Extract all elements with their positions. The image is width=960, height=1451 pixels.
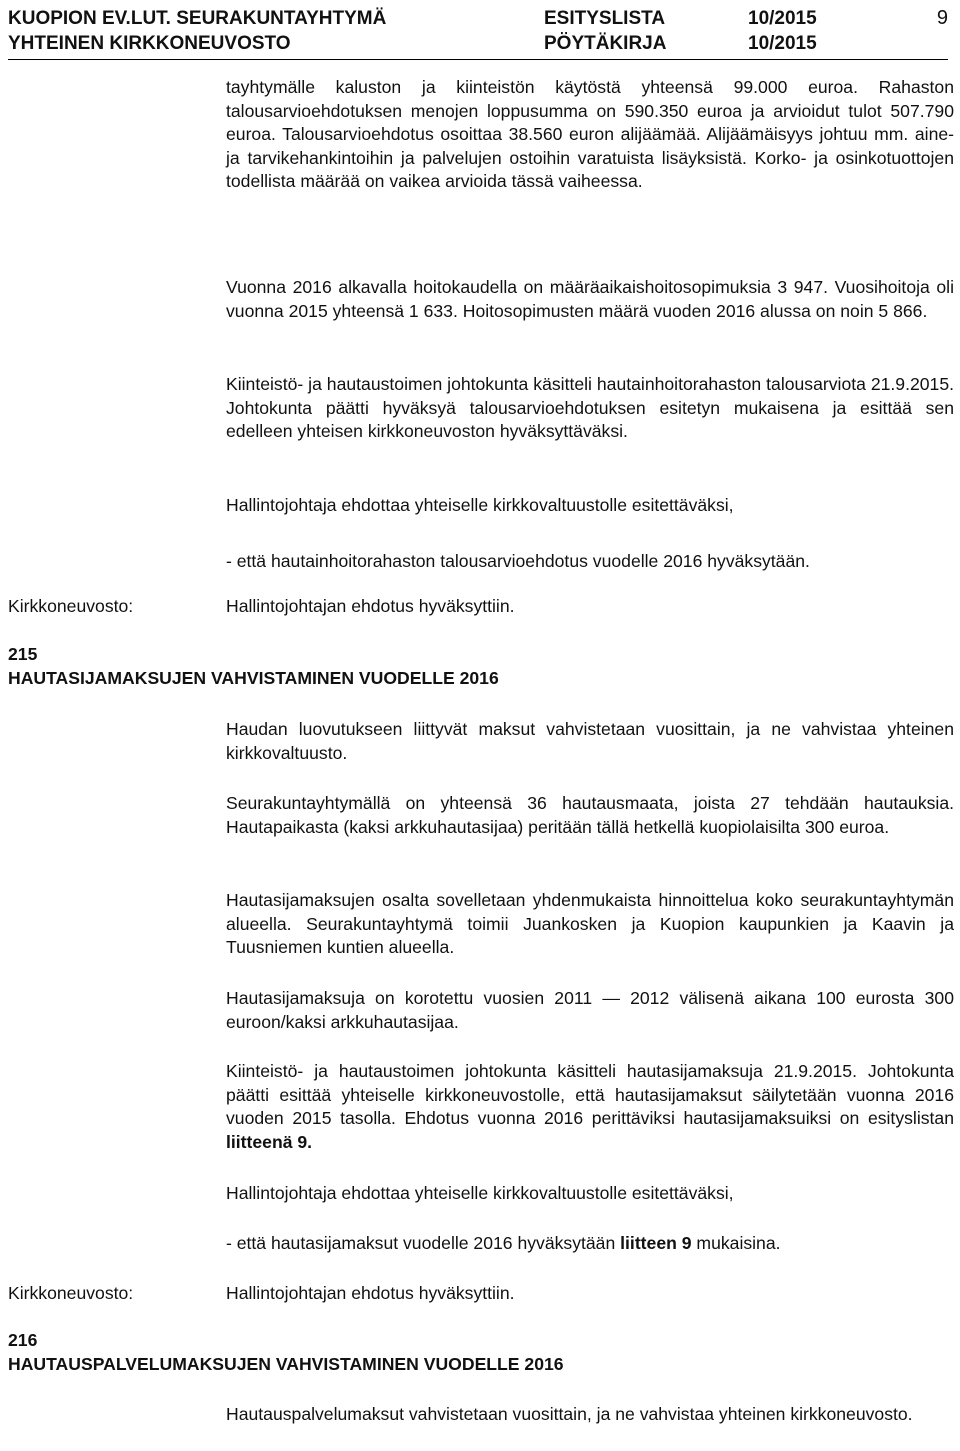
doc-type-minutes: PÖYTÄKIRJA: [544, 33, 667, 54]
paragraph-budget: tayhtymälle kaluston ja kiinteistön käytöstä yhteensä 99.000 euroa. Rahaston talousarvioehdotuksen menojen loppusumma on 590.350 euroa ja arvioidut tulot 507.790 euroa. Talousarvioehdotus osoittaa 38.560 euron alijäämää. Alijäämäisyys johtuu mm. aine- ja tarvikehankintoihin ja palvelujen ostoihin varatuista lisäyksistä. Korko- ja osinkotuottojen todellista määrää on vaikea arvioida tässä vaiheessa.: [226, 77, 954, 192]
decision-text-2: Hallintojohtajan ehdotus hyväksyttiin.: [226, 1283, 515, 1303]
proposal-item-1: - että hautainhoitorahaston talousarvioehdotus vuodelle 2016 hyväksytään.: [226, 551, 810, 571]
section-216-number: 216: [8, 1330, 38, 1350]
s215-paragraph-b: Seurakuntayhtymällä on yhteensä 36 hautausmaata, joista 27 tehdään hautauksia. Hautapaikasta (kaksi arkkuhautasijaa) peritään tällä hetkellä kuopiolaisilta 300 euroa.: [226, 793, 954, 837]
decision-label-1: Kirkkoneuvosto:: [8, 596, 134, 616]
s215-paragraph-c: Hautasijamaksujen osalta sovelletaan yhdenmukaista hinnoittelua koko seurakuntayhtymän alueella. Seurakuntayhtymä toimii Juankosken ja Kuopion kaupunkien ja Kaavin ja Tuusniemen kuntien alueella.: [226, 890, 954, 958]
attachment-reference-2: liitteen 9: [620, 1233, 692, 1253]
org-name: KUOPION EV.LUT. SEURAKUNTAYHTYMÄ: [8, 8, 387, 29]
section-215-number: 215: [8, 644, 38, 664]
s216-paragraph-a: Hautauspalvelumaksut vahvistetaan vuosittain, ja ne vahvistaa yhteinen kirkkoneuvosto.: [226, 1404, 913, 1424]
decision-label-2: Kirkkoneuvosto:: [8, 1283, 134, 1303]
header-divider: [8, 59, 948, 60]
s215-proposal-intro: Hallintojohtaja ehdottaa yhteiselle kirkkovaltuustolle esitettäväksi,: [226, 1183, 734, 1203]
section-215-title: HAUTASIJAMAKSUJEN VAHVISTAMINEN VUODELLE 2016: [8, 668, 499, 688]
page-number: 9: [936, 7, 948, 29]
s215-paragraph-e: Kiinteistö- ja hautaustoimen johtokunta käsitteli hautasijamaksuja 21.9.2015. Johtokunta päätti esittää yhteiselle kirkkoneuvostolle, että hautasijamaksut säilytetään vuonna 2016 vuoden 2015 tasolla. Ehdotus vuonna 2016 perittäviksi hautasijamaksuiksi on esityslistan liitteenä 9.: [226, 1061, 954, 1152]
paragraph-care-contracts: Vuonna 2016 alkavalla hoitokaudella on määräaikaishoitosopimuksia 3 947. Vuosihoitoja oli vuonna 2015 yhteensä 1 633. Hoitosopimusten määrä vuoden 2016 alussa on noin 5 866.: [226, 277, 954, 321]
doc-number-agenda: 10/2015: [748, 8, 817, 29]
page-header: [8, 6, 948, 60]
proposal-intro-1: Hallintojohtaja ehdottaa yhteiselle kirkkovaltuustolle esitettäväksi,: [226, 495, 734, 515]
s215-proposal-item: - että hautasijamaksut vuodelle 2016 hyväksytään liitteen 9 mukaisina.: [226, 1233, 781, 1253]
s215-paragraph-d: Hautasijamaksuja on korotettu vuosien 2011 — 2012 välisenä aikana 100 eurosta 300 euroon/kaksi arkkuhautasijaa.: [226, 988, 954, 1032]
s215-paragraph-a: Haudan luovutukseen liittyvät maksut vahvistetaan vuosittain, ja ne vahvistaa yhteinen kirkkovaltuusto.: [226, 719, 954, 763]
section-216-title: HAUTAUSPALVELUMAKSUJEN VAHVISTAMINEN VUODELLE 2016: [8, 1354, 564, 1374]
paragraph-board-review: Kiinteistö- ja hautaustoimen johtokunta käsitteli hautainhoitorahaston talousarviota 21.9.2015. Johtokunta päätti hyväksyä talousarvioehdotuksen esitetyn mukaisena ja esittää sen edelleen yhteisen kirkkoneuvoston hyväksyttäväksi.: [226, 374, 954, 442]
doc-type-agenda: ESITYSLISTA: [544, 8, 666, 29]
body-name: YHTEINEN KIRKKONEUVOSTO: [8, 33, 291, 54]
doc-number-minutes: 10/2015: [748, 33, 817, 54]
decision-text-1: Hallintojohtajan ehdotus hyväksyttiin.: [226, 596, 515, 616]
attachment-reference: liitteenä 9.: [226, 1131, 313, 1152]
